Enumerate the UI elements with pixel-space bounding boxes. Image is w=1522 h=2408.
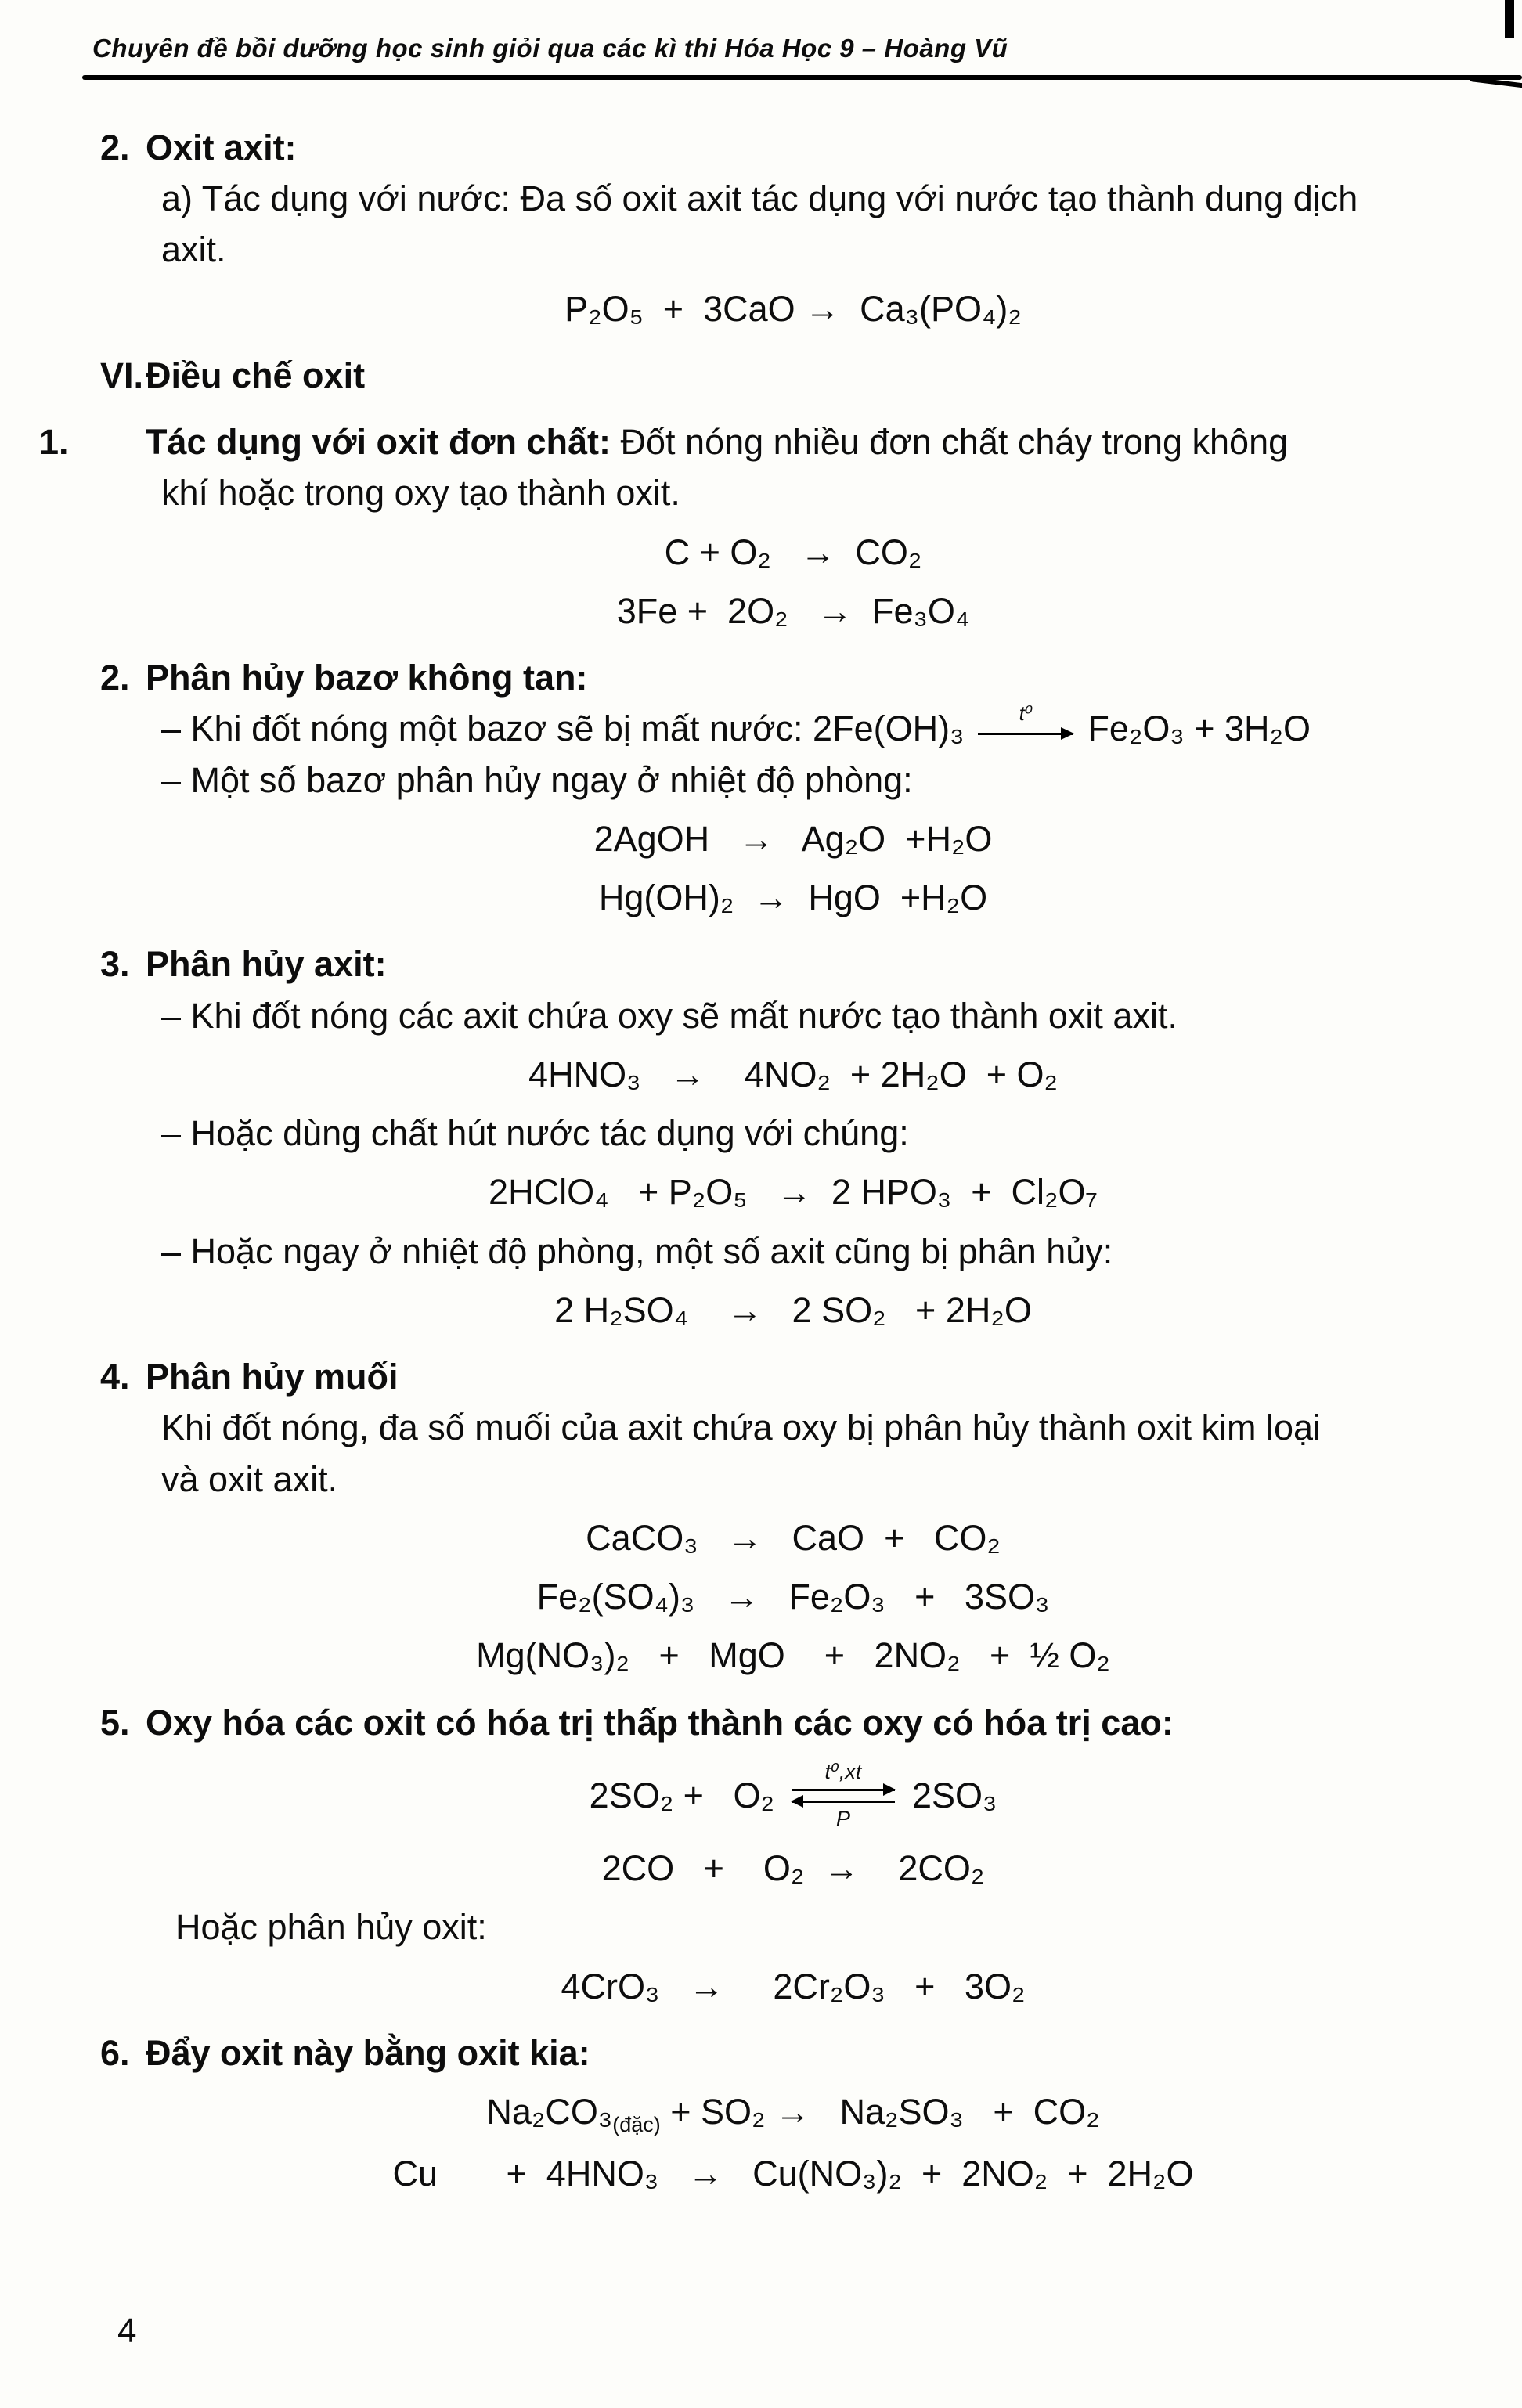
arrow-catalyst-label: P	[835, 1806, 850, 1830]
equation-2so2-equilibrium	[100, 1761, 1486, 1830]
paragraph-line: – Khi đốt nóng các axit chứa oxy sẽ mất nước tạo thành oxit axit.	[161, 995, 1178, 1036]
item-number: 1.	[39, 422, 69, 463]
paragraph-line: Khi đốt nóng, đa số muối của axit chứa oxy bị phân hủy thành oxit kim loại	[161, 1408, 1322, 1448]
reaction-arrow-heated	[978, 701, 1073, 741]
paragraph-line: và oxit axit.	[161, 1458, 338, 1499]
item-number: 6.	[100, 2032, 130, 2073]
item-title: Phân hủy bazơ không tan:	[146, 658, 588, 698]
item-day-oxit	[100, 2028, 1486, 2200]
bazo-decomposition-line	[161, 703, 1486, 754]
paragraph-line: a) Tác dụng với nước: Đa số oxit axit tác dụng với nước tạo thành dung dịch	[161, 178, 1358, 219]
item-heading	[100, 652, 1486, 703]
heading-number: 2.	[100, 127, 130, 168]
item-lead-line	[39, 416, 1486, 467]
item-text: Đốt nóng nhiều đơn chất cháy trong không	[620, 422, 1289, 463]
equation-3fe-2o2: 3Fe + 2O₂ → Fe₃O₄	[616, 590, 970, 631]
item-phan-huy-bazo	[100, 652, 1486, 923]
equation-4hno3: 4HNO₃ → 4NO₂ + 2H₂O + O₂	[528, 1054, 1058, 1094]
equation-2agoh: 2AgOH → Ag₂O +H₂O	[593, 818, 993, 859]
section-heading	[100, 122, 1486, 173]
heading-text: Điều chế oxit	[146, 355, 366, 395]
section-oxit-axit	[100, 122, 1486, 334]
equation-hgoh2: Hg(OH)₂ → HgO +H₂O	[598, 878, 988, 918]
item-heading	[100, 1351, 1486, 1402]
subscript-dac: (đặc)	[612, 2113, 661, 2137]
equation-left-side: 2SO₂ + O₂	[589, 1775, 774, 1815]
item-phan-huy-muoi	[100, 1351, 1486, 1682]
line-suffix: Fe₂O₃ + 3H₂O	[1087, 708, 1311, 749]
paragraph-line: – Một số bazơ phân hủy ngay ở nhiệt độ phòng:	[161, 759, 913, 800]
item-title: Phân hủy muối	[146, 1357, 399, 1397]
equation-4cro3: 4CrO₃ → 2Cr₂O₃ + 3O₂	[561, 1966, 1026, 2006]
equation-2h2so4: 2 H₂SO₄ → 2 SO₂ + 2H₂O	[554, 1289, 1032, 1330]
equation-c-o2: C + O₂ → CO₂	[664, 532, 922, 572]
paragraph-line: – Hoặc dùng chất hút nước tác dụng với chúng:	[161, 1113, 909, 1154]
right-arrow-icon	[792, 1789, 895, 1791]
item-text-line: khí hoặc trong oxy tạo thành oxit.	[161, 473, 680, 514]
equation-caco3: CaCO₃ → CaO + CO₂	[586, 1517, 1001, 1558]
equation-mgno32: Mg(NO₃)₂ + MgO + 2NO₂ + ½ O₂	[476, 1635, 1110, 1676]
right-arrow-icon	[978, 733, 1073, 735]
item-number: 5.	[100, 1702, 130, 1743]
section-heading	[100, 350, 1486, 401]
item-tac-dung-don-chat	[39, 416, 1486, 636]
item-title: Oxy hóa các oxit có hóa trị thấp thành các oxy có hóa trị cao:	[146, 1702, 1174, 1743]
item-oxy-hoa-oxit	[100, 1697, 1486, 2012]
left-arrow-icon	[792, 1801, 895, 1803]
item-title: Đẩy oxit này bằng oxit kia:	[146, 2032, 590, 2073]
item-heading	[100, 939, 1486, 990]
item-number: 4.	[100, 1357, 130, 1397]
item-heading	[100, 1697, 1486, 1748]
item-number: 2.	[100, 658, 130, 698]
paragraph-line: Hoặc phân hủy oxit:	[175, 1907, 487, 1948]
heading-text: Oxit axit:	[146, 127, 297, 168]
header-underline	[82, 75, 1522, 80]
equation-2co-o2: 2CO + O₂ → 2CO₂	[601, 1848, 985, 1889]
equation-2hclo4: 2HClO₄ + P₂O₅ → 2 HPO₃ + Cl₂O₇	[489, 1172, 1098, 1213]
formula-rest: + SO₂ → Na₂SO₃ + CO₂	[660, 2092, 1100, 2132]
equation-right-side: 2SO₃	[911, 1775, 997, 1815]
equilibrium-arrows-icon	[792, 1761, 895, 1830]
arrow-condition-label: t⁰,xt	[824, 1759, 862, 1783]
paragraph-line: axit.	[161, 229, 226, 270]
arrow-condition-label: t⁰	[1019, 701, 1033, 726]
item-number: 3.	[100, 944, 130, 985]
page-number: 4	[117, 2312, 137, 2351]
running-header-title: Chuyên đề bồi dưỡng học sinh giỏi qua các kì thi Hóa Học 9 – Hoàng Vũ	[92, 34, 1008, 63]
equation-cu-4hno3: Cu + 4HNO₃ → Cu(NO₃)₂ + 2NO₂ + 2H₂O	[392, 2154, 1194, 2194]
page-header	[0, 0, 1522, 80]
formula-main: Na₂CO₃	[486, 2092, 613, 2132]
item-heading	[100, 2028, 1486, 2078]
equation-fe2so43: Fe₂(SO₄)₃ → Fe₂O₃ + 3SO₃	[536, 1577, 1050, 1617]
equation-na2co3-so2	[100, 2086, 1486, 2140]
heading-number: VI.	[100, 355, 144, 395]
section-dieu-che-oxit	[100, 350, 1486, 401]
line-prefix: – Khi đốt nóng một bazơ sẽ bị mất nước: 2Fe(OH)₃	[161, 708, 965, 749]
item-phan-huy-axit	[100, 939, 1486, 1336]
item-title: Phân hủy axit:	[146, 944, 387, 985]
item-title: Tác dụng với oxit đơn chất:	[146, 422, 611, 463]
paragraph-line: – Hoặc ngay ở nhiệt độ phòng, một số axit cũng bị phân hủy:	[161, 1231, 1113, 1271]
page-content	[0, 80, 1522, 2200]
equation-p2o5: P₂O₅ + 3CaO → Ca₃(PO₄)₂	[564, 288, 1022, 329]
